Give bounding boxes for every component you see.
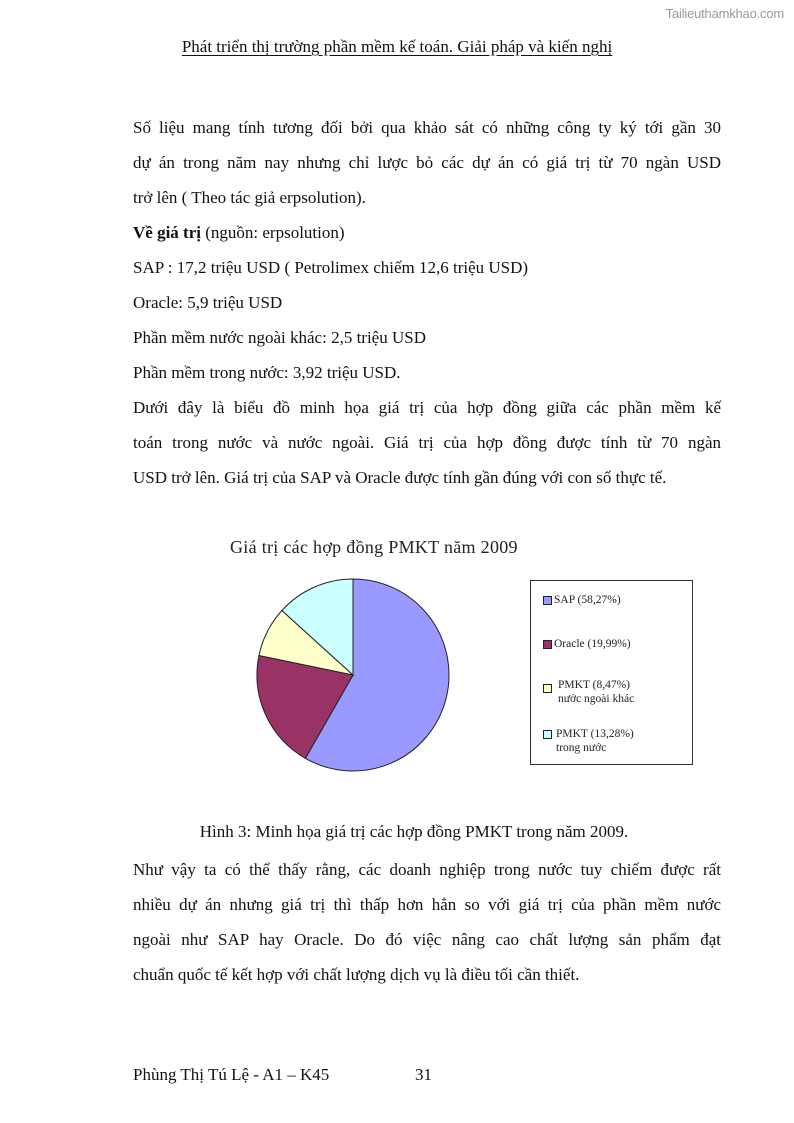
legend-swatch-foreign: [543, 684, 552, 693]
value-heading-bold: Về giá trị: [133, 223, 201, 242]
intro-paragraph: [133, 110, 721, 495]
value-foreign-other: Phần mềm nước ngoài khác: 2,5 triệu USD: [133, 328, 426, 347]
watermark: Tailieuthamkhao.com: [665, 6, 784, 21]
page-footer: [133, 1065, 432, 1085]
intro-line: Số liệu mang tính tương đối bởi qua khảo sát có những công ty ký tới gần 30: [133, 118, 721, 137]
conclusion-line: Như vậy ta có thể thấy rằng, các doanh nghiệp trong nước tuy chiếm được rất: [133, 860, 721, 879]
value-domestic: Phần mềm trong nước: 3,92 triệu USD.: [133, 363, 401, 382]
legend-item-domestic: [543, 727, 634, 755]
chart-title: Giá trị các hợp đồng PMKT năm 2009: [230, 537, 518, 557]
chart-intro-line: USD trở lên. Giá trị của SAP và Oracle được tính gần đúng với con số thực tế.: [133, 468, 667, 487]
footer-author: Phùng Thị Tú Lệ - A1 – K45: [133, 1065, 330, 1084]
legend-label-block: [556, 727, 634, 755]
intro-line: dự án trong năm nay nhưng chỉ lược bỏ các dự án có giá trị từ 70 ngàn USD: [133, 153, 721, 172]
legend-label-sub: nước ngoài khác: [558, 693, 635, 705]
header-title: Phát triển thị trường phần mềm kế toán. Giải pháp và kiến nghị: [181, 37, 613, 56]
legend-item-sap: [543, 593, 621, 607]
value-sap: SAP : 17,2 triệu USD ( Petrolimex chiếm 12,6 triệu USD): [133, 258, 529, 277]
page-header: [0, 37, 794, 57]
legend-label: Oracle (19,99%): [554, 638, 631, 650]
legend-label-sub: trong nước: [556, 742, 607, 754]
legend-label: SAP (58,27%): [554, 594, 621, 606]
legend-label-block: [558, 678, 634, 706]
legend-swatch-sap: [543, 596, 552, 605]
figure-caption: Hình 3: Minh họa giá trị các hợp đồng PMKT trong năm 2009.: [199, 822, 629, 841]
conclusion-line: ngoài như SAP hay Oracle. Do đó việc nâng cao chất lượng sản phẩm đạt: [133, 930, 721, 949]
intro-line: trở lên ( Theo tác giả erpsolution).: [133, 188, 366, 207]
value-heading: [133, 215, 721, 250]
legend-item-oracle: [543, 637, 631, 651]
legend-item-foreign: [543, 678, 634, 706]
legend-label: PMKT (13,28%): [556, 728, 634, 740]
conclusion-line: nhiều dự án nhưng giá trị thì thấp hơn hẳn so với giá trị của phần mềm nước: [133, 895, 721, 914]
value-heading-source: (nguồn: erpsolution): [200, 223, 345, 242]
chart-legend: [530, 580, 693, 765]
chart-intro-line: toán trong nước và nước ngoài. Giá trị của hợp đồng được tính từ 70 ngàn: [133, 433, 721, 452]
page-number: 31: [415, 1065, 432, 1084]
chart-intro-line: Dưới đây là biểu đồ minh họa giá trị của hợp đồng giữa các phần mềm kế: [133, 398, 721, 417]
value-oracle: Oracle: 5,9 triệu USD: [133, 293, 283, 312]
conclusion-line: chuẩn quốc tế kết hợp với chất lượng dịch vụ là điều tối cần thiết.: [133, 965, 580, 984]
legend-swatch-domestic: [543, 730, 552, 739]
legend-swatch-oracle: [543, 640, 552, 649]
pie-slices: [257, 579, 449, 771]
legend-label: PMKT (8,47%): [558, 679, 630, 691]
conclusion-paragraph: [133, 852, 721, 992]
pie-chart: [255, 577, 455, 777]
